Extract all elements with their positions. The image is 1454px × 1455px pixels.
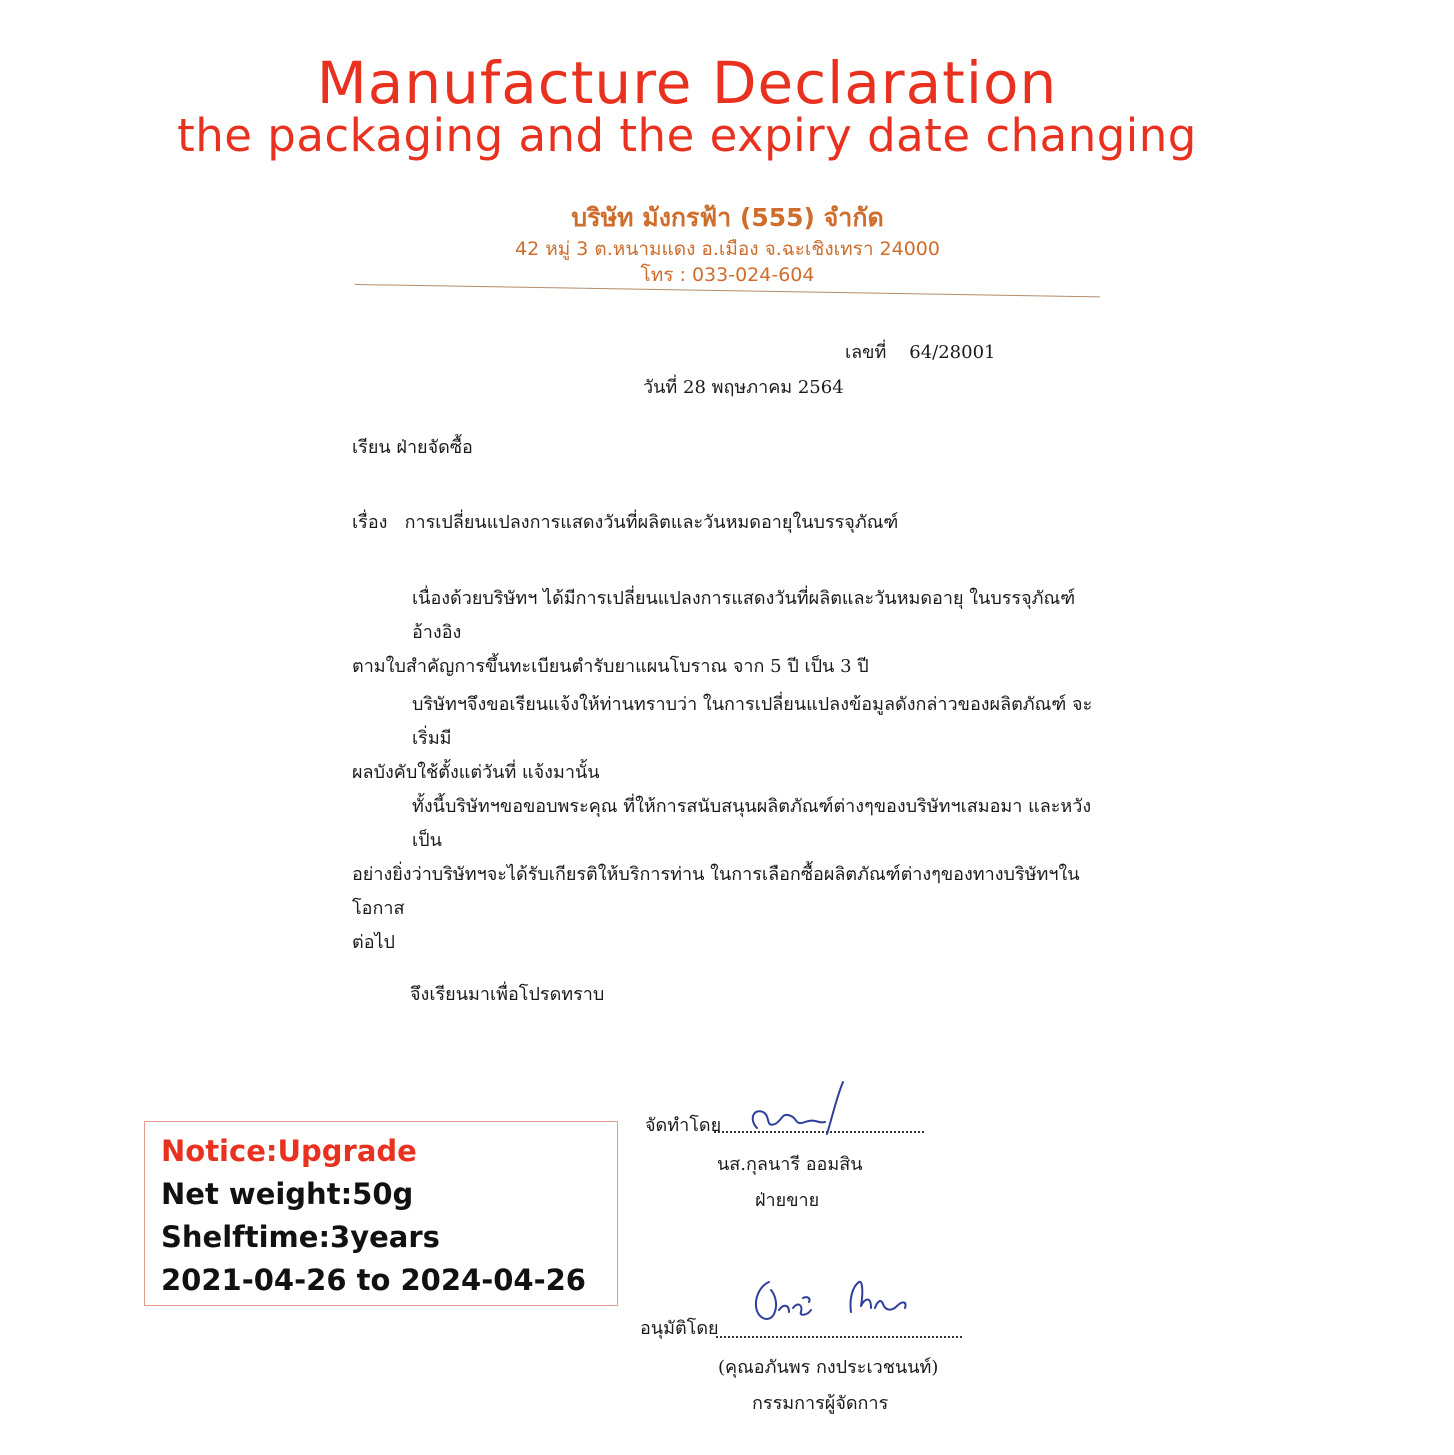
page-title: Manufacture Declaration <box>316 49 1058 117</box>
document-number <box>845 340 995 366</box>
approved-name: (คุณอภันพร กงประเวชนนท์) <box>718 1357 939 1378</box>
approved-signature-line <box>716 1336 962 1338</box>
company-phone: โทร : 033-024-604 <box>640 264 815 286</box>
prepared-by-label: จัดทำโดย <box>645 1115 722 1136</box>
subject-label: เรื่อง <box>352 512 388 533</box>
subject-text: การเปลี่ยนแปลงการแสดงวันที่ผลิตและวันหมดอายุในบรรจุภัณฑ์ <box>404 512 899 533</box>
document-date: วันที่ 28 พฤษภาคม 2564 <box>643 377 844 398</box>
company-name: บริษัท มังกรฟ้า (555) จำกัด <box>571 203 884 232</box>
company-address: 42 หมู่ 3 ต.หนามแดง อ.เมือง จ.ฉะเชิงเทรา 24000 <box>515 238 940 260</box>
paragraph-1-line-2: ตามใบสำคัญการขึ้นทะเบียนตำรับยาแผนโบราณ จาก 5 ปี เป็น 3 ปี <box>352 656 869 677</box>
paragraph-2-line-1: บริษัทฯจึงขอเรียนแจ้งให้ท่านทราบว่า ในการเปลี่ยนแปลงข้อมูลดังกล่าวของผลิตภัณฑ์ จะเริ่มมี <box>412 694 1093 749</box>
approved-by-label: อนุมัติโดย <box>640 1318 719 1339</box>
notice-box <box>144 1121 618 1306</box>
paragraph-2-line-2: ผลบังคับใช้ตั้งแต่วันที่ แจ้งมานั้น <box>352 762 600 783</box>
page-subtitle: the packaging and the expiry date changing <box>177 109 1197 162</box>
notice-net-weight: Net weight:50g <box>161 1177 414 1211</box>
paragraph-3 <box>352 790 1112 960</box>
paragraph-2 <box>352 688 1112 790</box>
paragraph-1 <box>352 582 1112 684</box>
prepared-position: ฝ่ายขาย <box>755 1190 820 1211</box>
document-number-label: เลขที่ <box>845 342 887 363</box>
paragraph-3-line-3: ต่อไป <box>352 932 395 953</box>
approved-signature <box>745 1268 925 1332</box>
paragraph-3-line-2: อย่างยิ่งว่าบริษัทฯจะได้รับเกียรติให้บริการท่าน ในการเลือกซื้อผลิตภัณฑ์ต่างๆของทางบริษัทฯในโอกาส <box>352 864 1080 919</box>
document-number-value: 64/28001 <box>909 342 996 363</box>
letterhead <box>355 200 1100 288</box>
letter-recipient: เรียน ฝ่ายจัดซื้อ <box>352 437 473 458</box>
letter-subject <box>352 510 898 536</box>
prepared-signature <box>735 1078 855 1148</box>
prepared-name: นส.กุลนารี ออมสิน <box>717 1154 863 1175</box>
notice-dates: 2021-04-26 to 2024-04-26 <box>161 1263 586 1297</box>
approved-position: กรรมการผู้จัดการ <box>752 1393 889 1414</box>
paragraph-1-line-1: เนื่องด้วยบริษัทฯ ได้มีการเปลี่ยนแปลงการแสดงวันที่ผลิตและวันหมดอายุ ในบรรจุภัณฑ์ อ้างอิง <box>412 588 1076 643</box>
notice-title: Notice:Upgrade <box>161 1134 417 1168</box>
letter-closing: จึงเรียนมาเพื่อโปรดทราบ <box>410 984 605 1005</box>
notice-shelftime: Shelftime:3years <box>161 1220 440 1254</box>
paragraph-3-line-1: ทั้งนี้บริษัทฯขอขอบพระคุณ ที่ให้การสนับสนุนผลิตภัณฑ์ต่างๆของบริษัทฯเสมอมา และหวังเป็น <box>412 796 1092 851</box>
